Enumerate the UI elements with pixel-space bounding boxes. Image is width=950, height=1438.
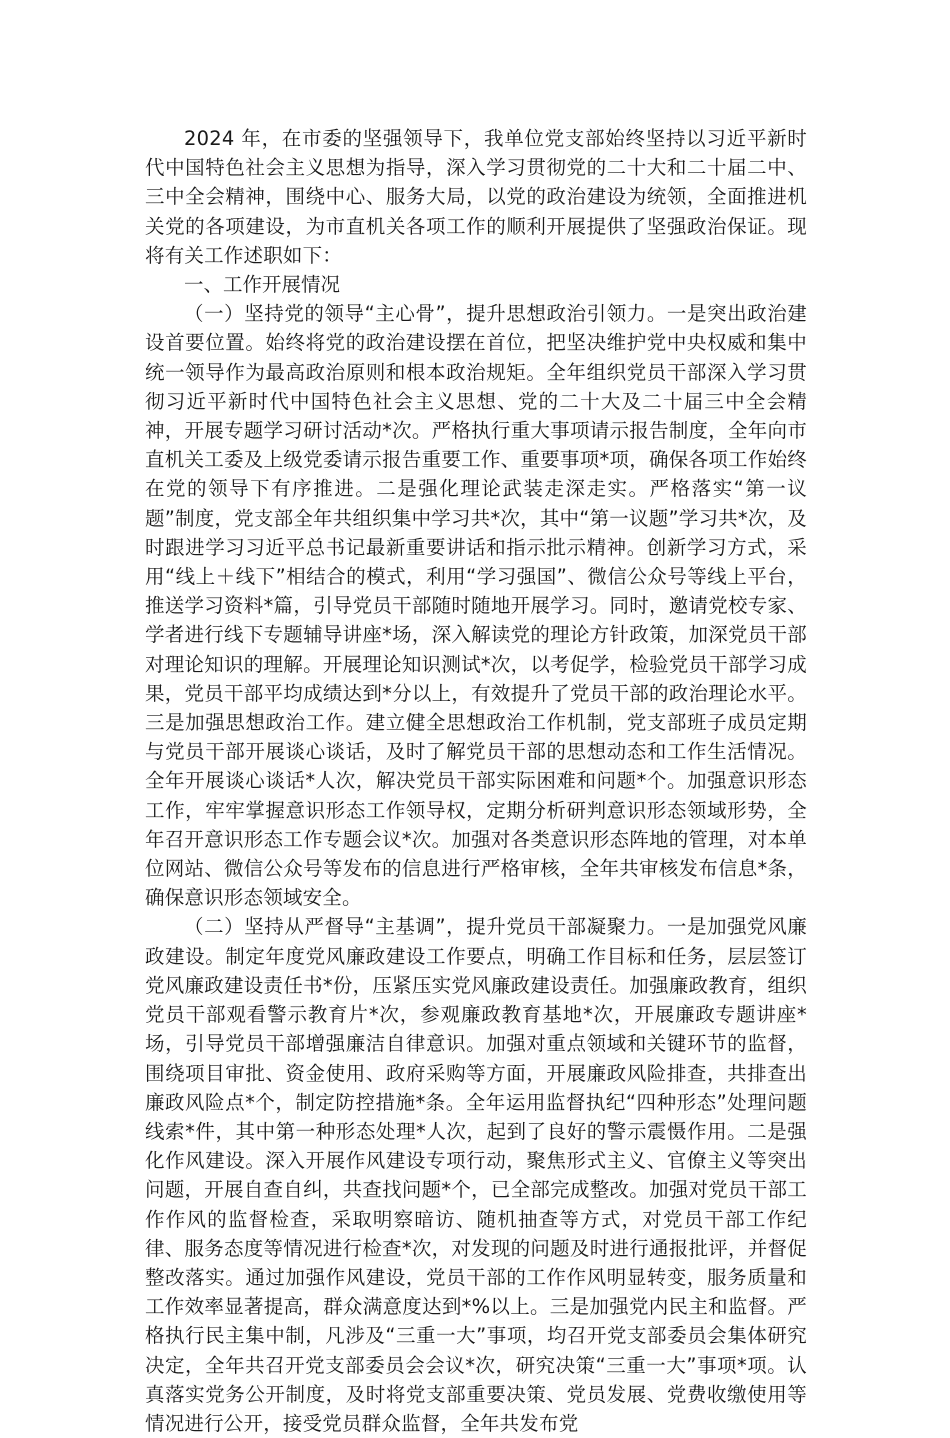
intro-paragraph: 2024 年，在市委的坚强领导下，我单位党支部始终坚持以习近平新时代中国特色社会主义思想为指导，深入学习贯彻党的二十大和二十届二中、三中全会精神，围绕中心、服务大局，以党的政治建设为统领，全面推进机关党的各项建设，为市直机关各项工作的顺利开展提供了坚强政治保证。现将有关工作述职如下： xyxy=(145,127,807,267)
body-paragraph-2: （二）坚持从严督导“主基调”，提升党员干部凝聚力。一是加强党风廉政建设。制定年度党风廉政建设工作要点，明确工作目标和任务，层层签订党风廉政建设责任书*份，压紧压实党风廉政建设责任。加强廉政教育，组织党员干部观看警示教育片*次，参观廉政教育基地*次，开展廉政专题讲座*场，引导党员干部增强廉洁自律意识。加强对重点领域和关键环节的监督，围绕项目审批、资金使用、政府采购等方面，开展廉政风险排查，共排查出廉政风险点*个，制定防控措施*条。全年运用监督执纪“四种形态”处理问题线索*件，其中第一种形态处理*人次，起到了良好的警示震慑作用。二是强化作风建设。深入开展作风建设专项行动，聚焦形式主义、官僚主义等突出问题，开展自查自纠，共查找问题*个，已全部完成整改。加强对党员干部工作作风的监督检查，采取明察暗访、随机抽查等方式，对党员干部工作纪律、服务态度等情况进行检查*次，对发现的问题及时进行通报批评，并督促整改落实。通过加强作风建设，党员干部的工作作风明显转变，服务质量和工作效率显著提高，群众满意度达到*%以上。三是加强党内民主和监督。严格执行民主集中制，凡涉及“三重一大”事项，均召开党支部委员会集体研究决定，全年共召开党支部委员会会议*次，研究决策“三重一大”事项*项。认真落实党务公开制度，及时将党支部重要决策、党员发展、党费收缴使用等情况进行公开，接受党员群众监督，全年共发布党 xyxy=(145,915,807,1435)
body-paragraph-1: （一）坚持党的领导“主心骨”，提升思想政治引领力。一是突出政治建设首要位置。始终将党的政治建设摆在首位，把坚决维护党中央权威和集中统一领导作为最高政治原则和根本政治规矩。全年组织党员干部深入学习贯彻习近平新时代中国特色社会主义思想、党的二十大及二十届三中全会精神，开展专题学习研讨活动*次。严格执行重大事项请示报告制度，全年向市直机关工委及上级党委请示报告重要工作、重要事项*项，确保各项工作始终在党的领导下有序推进。二是强化理论武装走深走实。严格落实“第一议题”制度，党支部全年共组织集中学习共*次，其中“第一议题”学习共*次，及时跟进学习习近平总书记最新重要讲话和指示批示精神。创新学习方式，采用“线上＋线下”相结合的模式，利用“学习强国”、微信公众号等线上平台，推送学习资料*篇，引导党员干部随时随地开展学习。同时，邀请党校专家、学者进行线下专题辅导讲座*场，深入解读党的理论方针政策，加深党员干部对理论知识的理解。开展理论知识测试*次，以考促学，检验党员干部学习成果，党员干部平均成绩达到*分以上，有效提升了党员干部的政治理论水平。三是加强思想政治工作。建立健全思想政治工作机制，党支部班子成员定期与党员干部开展谈心谈话，及时了解党员干部的思想动态和工作生活情况。全年开展谈心谈话*人次，解决党员干部实际困难和问题*个。加强意识形态工作，牢牢掌握意识形态工作领导权，定期分析研判意识形态领域形势，全年召开意识形态工作专题会议*次。加强对各类意识形态阵地的管理，对本单位网站、微信公众号等发布的信息进行严格审核，全年共审核发布信息*条，确保意识形态领域安全。 xyxy=(145,302,807,910)
section-heading: 一、工作开展情况 xyxy=(184,273,341,297)
document-page xyxy=(145,124,807,1438)
